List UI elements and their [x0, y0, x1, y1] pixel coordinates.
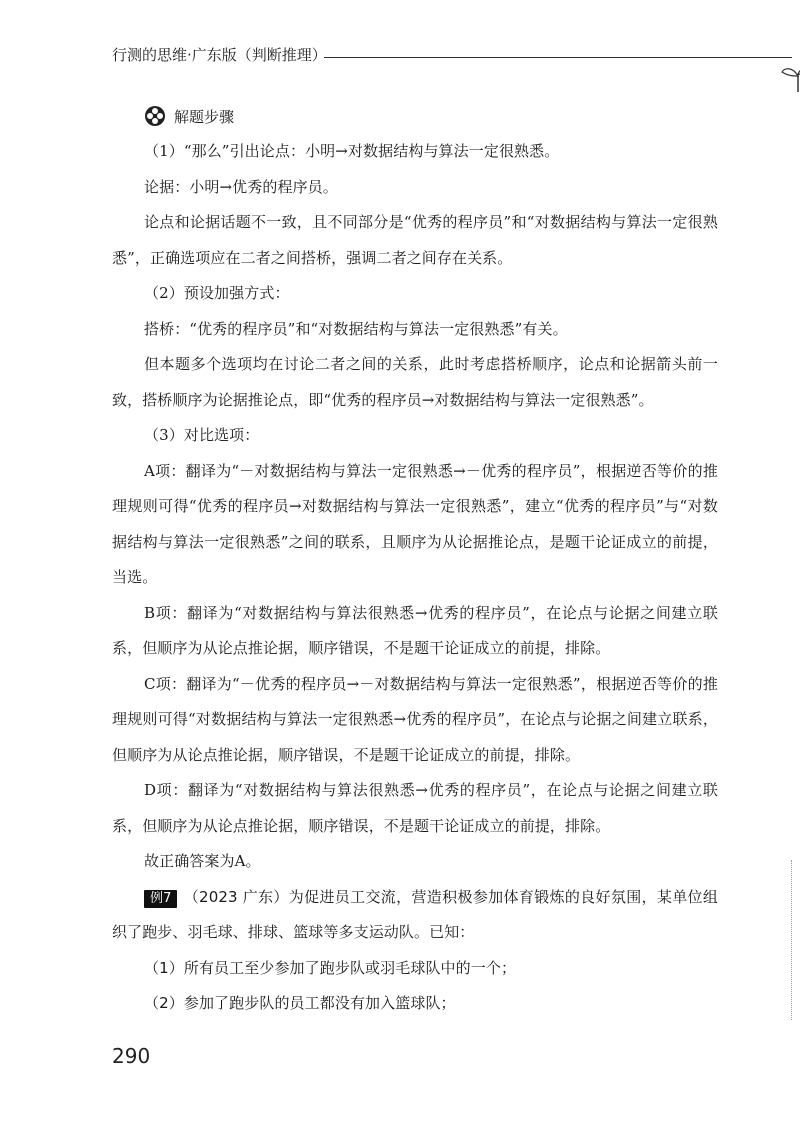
book-title: 行测的思维·广东版（判断推理） — [112, 46, 327, 64]
header-rule — [324, 57, 792, 58]
page-number: 290 — [112, 1044, 151, 1068]
section-heading — [144, 98, 718, 134]
paragraph: （1）“那么”引出论点：小明→对数据结构与算法一定很熟悉。 — [144, 142, 560, 160]
paragraph: 论据：小明→优秀的程序员。 — [144, 177, 338, 196]
page-content — [112, 98, 718, 1022]
running-header — [112, 40, 712, 70]
example-condition: （2）参加了跑步队的员工都没有加入篮球队； — [144, 994, 456, 1012]
paragraph: （2）预设加强方式： — [144, 284, 290, 302]
sprout-icon — [780, 62, 800, 94]
option-b-analysis: B项：翻译为“对数据结构与算法很熟悉→优秀的程序员”，在论点与论据之间建立联系，但顺序为从论点推论据，顺序错误，不是题干论证成立的前提，排除。 — [112, 603, 718, 657]
paragraph: 但本题多个选项均在讨论二者之间的关系，此时考虑搭桥顺序，论点和论据箭头前一致，搭桥顺序为论据推论点，即“优秀的程序员→对数据结构与算法一定很熟悉”。 — [112, 355, 718, 409]
option-c-analysis: C项：翻译为“－优秀的程序员→－对数据结构与算法一定很熟悉”，根据逆否等价的推理规则可得“对数据结构与算法一定很熟悉→优秀的程序员”，在论点与论据之间建立联系，但顺序为从论点推论据，顺序错误，不是题干论证成立的前提，排除。 — [112, 674, 718, 764]
example-tag: 例7 — [144, 890, 177, 908]
page-edge-marks — [791, 860, 794, 1020]
example-block — [112, 880, 718, 1022]
example-condition: （1）所有员工至少参加了跑步队或羽毛球队中的一个； — [144, 958, 517, 977]
section-title: 解题步骤 — [174, 107, 235, 126]
paragraph: （3）对比选项： — [144, 426, 260, 444]
flower-icon — [144, 105, 166, 127]
paragraph: 搭桥：“优秀的程序员”和“对数据结构与算法一定很熟悉”有关。 — [144, 319, 568, 338]
answer-line: 故正确答案为A。 — [144, 852, 261, 870]
example-intro-text: （2023 广东）为促进员工交流，营造积极参加体育锻炼的良好氛围，某单位组织了跑步、羽毛球、排球、篮球等多支运动队。已知： — [112, 887, 718, 941]
option-d-analysis: D项：翻译为“对数据结构与算法很熟悉→优秀的程序员”，在论点与论据之间建立联系，但顺序为从论点推论据，顺序错误，不是题干论证成立的前提，排除。 — [112, 781, 718, 835]
paragraph: 论点和论据话题不一致，且不同部分是“优秀的程序员”和“对数据结构与算法一定很熟悉”，正确选项应在二者之间搭桥，强调二者之间存在关系。 — [112, 213, 718, 267]
option-a-analysis: A项：翻译为“－对数据结构与算法一定很熟悉→－优秀的程序员”，根据逆否等价的推理规则可得“优秀的程序员→对数据结构与算法一定很熟悉”，建立“优秀的程序员”与“对数据结构与算法一定很熟悉”之间的联系，且顺序为从论据推论点，是题干论证成立的前提，当选。 — [112, 461, 718, 586]
example-intro — [112, 880, 718, 951]
